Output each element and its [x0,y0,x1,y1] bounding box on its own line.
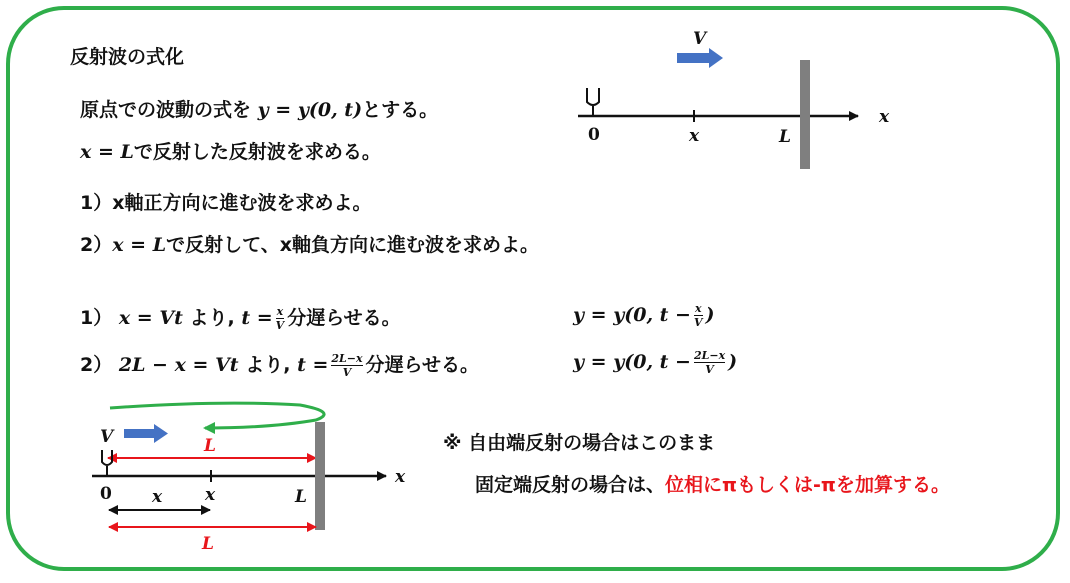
answer-2-equation: 2L − x = Vt [118,354,239,376]
top-x-label: x [689,126,700,146]
bottom-x-span-label: x [152,487,163,507]
answer-2-fraction: $\frac{2L-x}{V}$ [331,352,363,379]
bottom-L-label: L [295,487,307,507]
answer-1-result-close: ) [705,304,715,326]
top-velocity-label: V [693,29,707,49]
bottom-velocity-label: V [100,427,114,447]
top-wall [800,60,810,169]
note-line-1: ※ 自由端反射の場合はこのまま [443,432,716,454]
bottom-axis-label: x [395,467,406,487]
answer-1-yori: より, [182,307,235,329]
bottom-velocity-arrow [124,424,168,443]
top-L-label: L [779,127,791,147]
note-text: 固定端反射の場合は、 [475,474,666,496]
bottom-wall [315,422,325,530]
task-2-number: 2） [80,234,113,256]
bottom-origin-label: 0 [100,484,112,504]
answer-2-t: t = [297,354,329,376]
answer-1-fraction: $\frac{x}{V}$ [275,305,285,332]
intro-equation: y = y(0, t) [257,99,363,121]
intro-text-2: で反射した反射波を求める。 [133,141,381,163]
intro-text: 原点での波動の式を [80,99,252,121]
top-diagram [578,29,890,169]
answer-2-result-fraction: $\frac{2L-x}{V}$ [693,349,726,376]
answer-1-result-eq: y = y(0, t − [573,304,691,326]
task-2-equation: x = L [112,234,167,256]
top-velocity-arrow [677,48,723,68]
bottom-L-top-label: L [204,436,216,456]
bottom-diagram [92,403,406,554]
answer-2-number: 2） [80,354,113,376]
answer-1-result-fraction: $\frac{x}{V}$ [693,302,703,329]
top-tuning-fork-icon [587,88,599,116]
task-1: 1）x軸正方向に進む波を求めよ。 [80,192,372,214]
answer-2-result-eq: y = y(0, t − [573,351,691,373]
task-2-text: で反射して、x軸負方向に進む波を求めよ。 [166,234,539,256]
answer-1-t: t = [241,307,273,329]
answer-2-result-close: ) [728,351,738,373]
intro-equation-2: x = L [80,141,134,163]
bottom-L-bottom-label: L [202,534,214,554]
reflection-arrow [110,403,324,428]
bottom-x-label: x [205,485,216,505]
answer-2-yori: より, [238,354,291,376]
page-title: 反射波の式化 [70,46,185,68]
intro-text-end: とする。 [362,99,439,121]
top-axis-label: x [879,107,890,127]
answer-1-number: 1） [80,307,113,329]
top-origin-label: 0 [588,125,600,145]
note-red-text: 位相にπもしくは-πを加算する。 [665,474,950,496]
answer-1-text: 分遅らせる。 [287,307,401,329]
answer-1-equation: x = Vt [118,307,183,329]
answer-2-text: 分遅らせる。 [365,354,479,376]
bottom-tuning-fork-icon [102,450,112,476]
